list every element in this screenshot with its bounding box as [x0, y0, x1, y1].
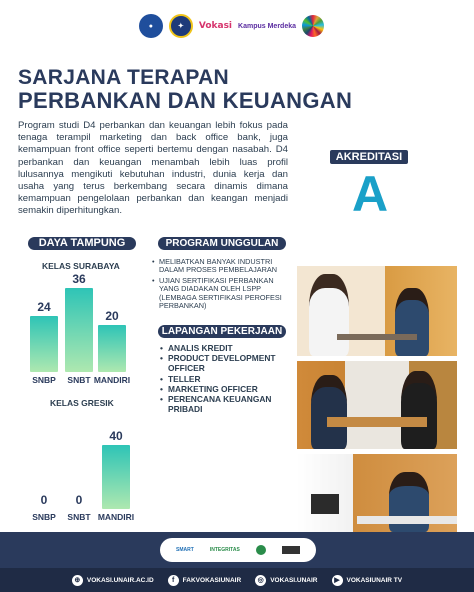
list-item: • PERENCANA KEUANGAN PRIBADI — [160, 394, 300, 414]
bar-snbt — [65, 288, 93, 372]
instagram-icon: ◎ — [255, 575, 266, 586]
list-item: • MELIBATKAN BANYAK INDUSTRI DALAM PROSES PEMBELAJARAN — [152, 258, 294, 275]
vokasi-logo: Vokasi — [198, 21, 233, 31]
akreditasi-value: A — [351, 166, 389, 222]
header-logos — [139, 14, 324, 38]
bar-value-label: 0 — [40, 493, 48, 507]
list-item: • PRODUCT DEVELOPMENT OFFICER — [160, 353, 300, 373]
instagram-link[interactable] — [255, 575, 317, 586]
bar-category-label: MANDIRI — [97, 512, 135, 522]
kelas-gresik-label: KELAS GRESIK — [50, 398, 114, 408]
facebook-link[interactable] — [168, 575, 242, 586]
program-unggulan-list — [152, 258, 294, 312]
bar-value-label: 20 — [105, 309, 119, 323]
bar-category-label: SNBP — [32, 512, 56, 522]
title-line-1: SARJANA TERAPAN — [18, 66, 230, 89]
instagram-text: VOKASI.UNAIR — [270, 576, 318, 584]
sdgs-logo — [302, 15, 324, 37]
program-unggulan-heading: PROGRAM UNGGULAN — [158, 237, 286, 250]
integritas-logo: INTEGRITAS — [209, 547, 240, 553]
title-line-2: PERBANKAN DAN KEUANGAN — [18, 88, 353, 113]
lapangan-pekerjaan-list — [160, 343, 300, 414]
photo-front-office — [297, 266, 457, 356]
program-description: Program studi D4 perbankan dan keuangan lebih fokus pada tenaga terampil marketing dan back office bank, juga kemampuan front office seperti bertemu dengan nasabah. D4 perbankan dan keuangan menambah lebih luas profil lulusannya mengikuti kebutuhan industri, dunia kerja dan usaha yang terus berkembang secara dinamis dimana kemampuan pengelolaan perbankan dan keangan menjadi semakin diperhitungkan. — [18, 120, 288, 217]
bar-value-label: 0 — [75, 493, 83, 507]
partner-logos — [160, 538, 316, 562]
website-text: VOKASI.UNAIR.AC.ID — [86, 576, 154, 584]
bar-mandiri — [102, 445, 130, 509]
photo-teller — [297, 361, 457, 449]
akreditasi-label: AKREDITASI — [330, 150, 408, 164]
bar-snbp — [30, 316, 58, 372]
facebook-icon: f — [168, 575, 179, 586]
social-links-bar — [0, 568, 474, 592]
bar-value-label: 40 — [109, 429, 123, 443]
bar-value-label: 24 — [37, 300, 51, 314]
list-item: • MARKETING OFFICER — [160, 384, 300, 394]
university-seal: ✦ — [169, 14, 193, 38]
partner-logo — [256, 545, 266, 555]
website-link[interactable] — [72, 575, 154, 586]
unair-logo: ● — [139, 14, 163, 38]
youtube-icon: ▶ — [332, 575, 343, 586]
list-item: • UJIAN SERTIFIKASI PERBANKAN YANG DIADAKAN OLEH LSPP (LEMBAGA SERTIFIKASI PEROFESI PERBANKAN) — [152, 277, 294, 311]
lapangan-pekerjaan-heading: LAPANGAN PEKERJAAN — [158, 325, 286, 338]
daya-tampung-heading: DAYA TAMPUNG — [28, 237, 136, 250]
bar-category-label: SNBT — [67, 512, 91, 522]
bar-mandiri — [98, 325, 126, 372]
bar-category-label: SNBP — [32, 375, 56, 385]
list-item: • ANALIS KREDIT — [160, 343, 300, 353]
kampus-merdeka-logo: Kampus Merdeka — [238, 22, 296, 30]
bar-value-label: 36 — [72, 272, 86, 286]
page-title — [18, 66, 352, 112]
facebook-text: FAKVOKASIUNAIR — [182, 576, 242, 584]
globe-icon: ⊕ — [72, 575, 83, 586]
photo-customer-service — [297, 454, 457, 532]
youtube-text: VOKASIUNAIR TV — [346, 576, 403, 584]
youtube-link[interactable] — [332, 575, 403, 586]
bar-category-label: SNBT — [67, 375, 91, 385]
bar-category-label: MANDIRI — [93, 375, 131, 385]
list-item: • TELLER — [160, 374, 300, 384]
partner-logo — [282, 546, 300, 554]
kelas-surabaya-label: KELAS SURABAYA — [42, 261, 120, 271]
smart-logo: SMART — [176, 547, 194, 553]
